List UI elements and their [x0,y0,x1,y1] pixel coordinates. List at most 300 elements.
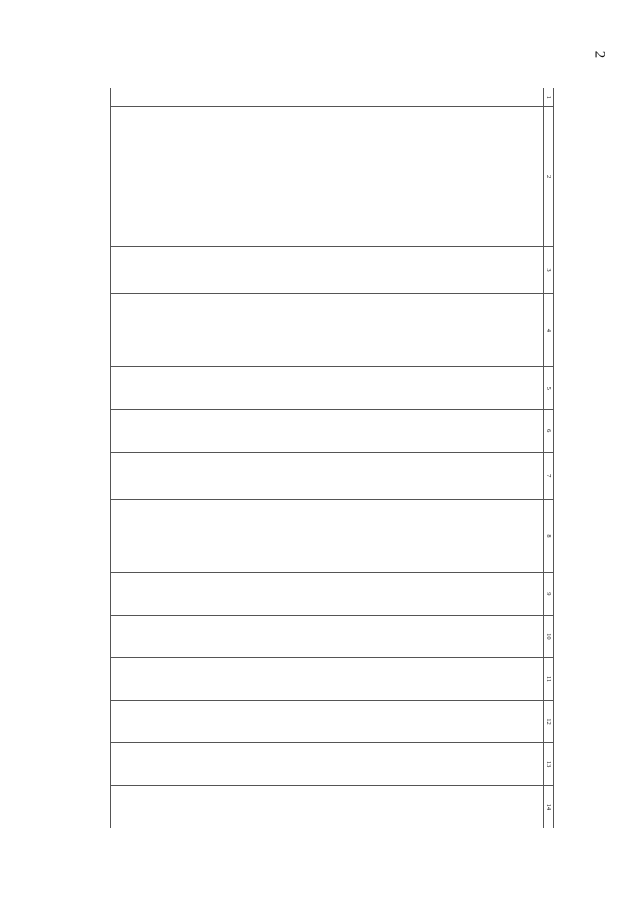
value-cell [364,410,373,453]
value-cell [421,499,430,572]
value-cell [505,499,514,572]
value-cell [411,367,420,410]
value-cell [524,700,533,743]
value-cell [158,658,167,701]
value-cell [280,410,289,453]
value-cell [327,700,336,743]
value-cell [364,294,373,367]
value-cell [411,452,420,499]
value-cell [110,410,120,453]
value-cell [251,700,260,743]
value-cell [270,246,279,293]
value-cell [261,452,270,499]
table-row [242,88,251,828]
value-cell [505,743,514,786]
value-cell [402,573,411,616]
value-cell [158,410,167,453]
value-cell [298,743,307,786]
value-cell [289,658,298,701]
value-cell [496,785,505,828]
value-cell [477,410,486,453]
table-row [129,88,138,828]
table-row [317,88,326,828]
value-cell [223,743,232,786]
value-cell [477,367,486,410]
value-cell [242,700,251,743]
value-cell [195,410,204,453]
value-cell [345,410,354,453]
value-cell [524,367,533,410]
value-cell [176,743,185,786]
value-cell [392,785,401,828]
value-cell [139,743,148,786]
value-cell [261,785,270,828]
row-number-cell [374,88,383,107]
value-cell [402,246,411,293]
table-row [205,88,214,828]
table-row [458,88,467,828]
table-row [374,88,383,828]
value-cell [242,658,251,701]
value-cell [223,499,232,572]
value-cell [355,367,364,410]
value-cell [421,246,430,293]
value-cell [214,573,223,616]
value-cell [129,499,138,572]
value-cell [167,785,176,828]
value-cell [139,658,148,701]
value-cell [374,700,383,743]
value-cell [129,573,138,616]
value-cell [205,615,214,658]
value-cell [486,700,495,743]
value-cell [421,615,430,658]
value-cell [129,785,138,828]
value-cell [317,499,326,572]
value-cell [205,246,214,293]
value-cell [110,743,120,786]
value-cell [298,785,307,828]
value-cell [355,785,364,828]
value-cell [327,658,336,701]
row-number-cell [439,88,448,107]
value-cell [505,367,514,410]
value-cell [205,410,214,453]
value-cell [505,410,514,453]
value-cell [327,410,336,453]
value-cell [205,367,214,410]
value-cell [308,573,317,616]
value-cell [467,246,476,293]
value-cell [223,246,232,293]
value-cell [167,246,176,293]
value-cell [383,573,392,616]
value-cell [176,499,185,572]
value-cell [120,743,129,786]
value-cell [223,452,232,499]
value-cell [251,785,260,828]
table-row [280,88,289,828]
value-cell [449,700,458,743]
table-row [176,88,185,828]
value-cell [458,410,467,453]
value-cell [186,743,195,786]
value-cell [514,367,523,410]
value-cell [289,294,298,367]
value-cell [467,499,476,572]
value-cell [317,700,326,743]
value-cell [233,452,242,499]
value-cell [402,410,411,453]
address-cell [421,107,430,246]
value-cell [176,785,185,828]
value-cell [411,573,420,616]
value-cell [110,294,120,367]
value-cell [467,294,476,367]
value-cell [467,367,476,410]
value-cell [383,410,392,453]
address-cell [129,107,138,246]
value-cell [392,499,401,572]
address-cell [298,107,307,246]
value-cell [486,410,495,453]
value-cell [327,573,336,616]
value-cell [430,573,439,616]
row-number-cell [524,88,533,107]
value-cell [430,785,439,828]
value-cell [261,499,270,572]
address-cell [214,107,223,246]
value-cell [158,743,167,786]
value-cell [514,658,523,701]
value-cell [533,452,543,499]
value-cell [345,294,354,367]
table-row [167,88,176,828]
value-cell [120,700,129,743]
row-number-cell [167,88,176,107]
value-cell [364,499,373,572]
value-cell [242,410,251,453]
address-cell [439,107,448,246]
address-cell [524,107,533,246]
value-cell [280,367,289,410]
address-cell [233,107,242,246]
value-cell [158,294,167,367]
address-cell [458,107,467,246]
value-cell [186,573,195,616]
value-cell [364,452,373,499]
value-cell [467,410,476,453]
row-number-cell [327,88,336,107]
value-cell [280,700,289,743]
address-cell [251,107,260,246]
table-row [467,88,476,828]
value-cell [449,743,458,786]
value-cell [205,499,214,572]
row-number-cell [402,88,411,107]
value-cell [270,743,279,786]
value-cell [223,410,232,453]
value-cell [336,615,345,658]
value-cell [458,367,467,410]
column-number: 10 [543,615,553,658]
value-cell [298,294,307,367]
value-cell [251,743,260,786]
value-cell [280,785,289,828]
address-cell [158,107,167,246]
value-cell [364,743,373,786]
value-cell [477,499,486,572]
value-cell [392,700,401,743]
value-cell [195,294,204,367]
column-number: 5 [543,367,553,410]
value-cell [270,367,279,410]
value-cell [467,785,476,828]
table-row [533,88,543,828]
value-cell [308,785,317,828]
value-cell [533,410,543,453]
value-cell [139,573,148,616]
column-number: 6 [543,410,553,453]
value-cell [214,499,223,572]
value-cell [345,452,354,499]
table-row [308,88,317,828]
value-cell [486,367,495,410]
value-cell [148,246,157,293]
value-cell [308,367,317,410]
value-cell [110,367,120,410]
value-cell [110,615,120,658]
value-cell [439,294,448,367]
table-row [233,88,242,828]
value-cell [439,785,448,828]
value-cell [345,615,354,658]
table-row [383,88,392,828]
value-cell [505,615,514,658]
value-cell [514,573,523,616]
value-cell [176,658,185,701]
value-cell [477,452,486,499]
value-cell [214,743,223,786]
value-cell [533,700,543,743]
value-cell [195,743,204,786]
address-cell [308,107,317,246]
value-cell [364,573,373,616]
value-cell [514,246,523,293]
value-cell [458,658,467,701]
value-cell [176,246,185,293]
value-cell [486,658,495,701]
row-number-cell [486,88,495,107]
value-cell [514,499,523,572]
value-cell [392,452,401,499]
value-cell [439,499,448,572]
value-cell [439,367,448,410]
value-cell [374,294,383,367]
value-cell [345,573,354,616]
value-cell [421,700,430,743]
row-number-cell [449,88,458,107]
value-cell [533,573,543,616]
address-cell [242,107,251,246]
value-cell [383,615,392,658]
value-cell [139,785,148,828]
value-cell [148,452,157,499]
value-cell [148,658,157,701]
value-cell [176,615,185,658]
value-cell [205,658,214,701]
value-cell [270,785,279,828]
row-number-cell [345,88,354,107]
value-cell [298,452,307,499]
table-row [524,88,533,828]
value-cell [176,294,185,367]
address-cell [167,107,176,246]
row-number-cell [477,88,486,107]
value-cell [298,499,307,572]
table-row [345,88,354,828]
table-row [336,88,345,828]
address-cell [176,107,185,246]
value-cell [421,785,430,828]
value-cell [467,658,476,701]
value-cell [374,743,383,786]
table-row [439,88,448,828]
value-cell [270,499,279,572]
value-cell [364,700,373,743]
value-cell [280,658,289,701]
value-cell [298,367,307,410]
value-cell [214,246,223,293]
value-cell [308,246,317,293]
row-number-cell [533,88,543,107]
value-cell [223,658,232,701]
value-cell [289,246,298,293]
value-cell [289,573,298,616]
value-cell [167,367,176,410]
value-cell [467,615,476,658]
value-cell [261,615,270,658]
value-cell [392,573,401,616]
value-cell [336,294,345,367]
value-cell [242,367,251,410]
value-cell [486,499,495,572]
value-cell [242,246,251,293]
value-cell [336,499,345,572]
value-cell [251,410,260,453]
address-cell [505,107,514,246]
value-cell [430,700,439,743]
value-cell [158,785,167,828]
column-number: 3 [543,246,553,293]
value-cell [214,452,223,499]
value-cell [402,499,411,572]
table-body [110,88,543,828]
value-cell [205,700,214,743]
address-cell [270,107,279,246]
value-cell [496,367,505,410]
value-cell [533,499,543,572]
value-cell [364,615,373,658]
value-cell [251,367,260,410]
value-cell [110,573,120,616]
value-cell [129,410,138,453]
value-cell [421,452,430,499]
value-cell [439,615,448,658]
value-cell [477,294,486,367]
value-cell [430,499,439,572]
row-number-cell [496,88,505,107]
value-cell [402,452,411,499]
table-row [421,88,430,828]
value-cell [139,499,148,572]
value-cell [280,573,289,616]
value-cell [402,743,411,786]
value-cell [251,658,260,701]
value-cell [261,658,270,701]
value-cell [402,294,411,367]
value-cell [289,615,298,658]
value-cell [533,294,543,367]
table-row [186,88,195,828]
value-cell [280,743,289,786]
value-cell [186,367,195,410]
value-cell [110,246,120,293]
value-cell [186,785,195,828]
column-number: 4 [543,294,553,367]
value-cell [317,410,326,453]
value-cell [524,785,533,828]
value-cell [205,294,214,367]
value-cell [298,246,307,293]
table-row [270,88,279,828]
value-cell [439,658,448,701]
value-cell [233,743,242,786]
value-cell [355,294,364,367]
value-cell [139,700,148,743]
address-cell [374,107,383,246]
value-cell [505,294,514,367]
value-cell [486,573,495,616]
address-cell [280,107,289,246]
value-cell [110,658,120,701]
value-cell [176,452,185,499]
row-number-cell [214,88,223,107]
value-cell [205,452,214,499]
value-cell [411,658,420,701]
value-cell [355,499,364,572]
value-cell [233,410,242,453]
value-cell [458,615,467,658]
value-cell [195,700,204,743]
value-cell [402,658,411,701]
value-cell [139,410,148,453]
address-cell [364,107,373,246]
row-number-cell [411,88,420,107]
value-cell [120,367,129,410]
value-cell [383,743,392,786]
table-row [514,88,523,828]
value-cell [449,452,458,499]
address-cell [496,107,505,246]
value-cell [186,658,195,701]
column-number-row [543,88,553,828]
value-cell [533,367,543,410]
value-cell [195,367,204,410]
table-row [402,88,411,828]
value-cell [270,452,279,499]
row-number-cell [251,88,260,107]
